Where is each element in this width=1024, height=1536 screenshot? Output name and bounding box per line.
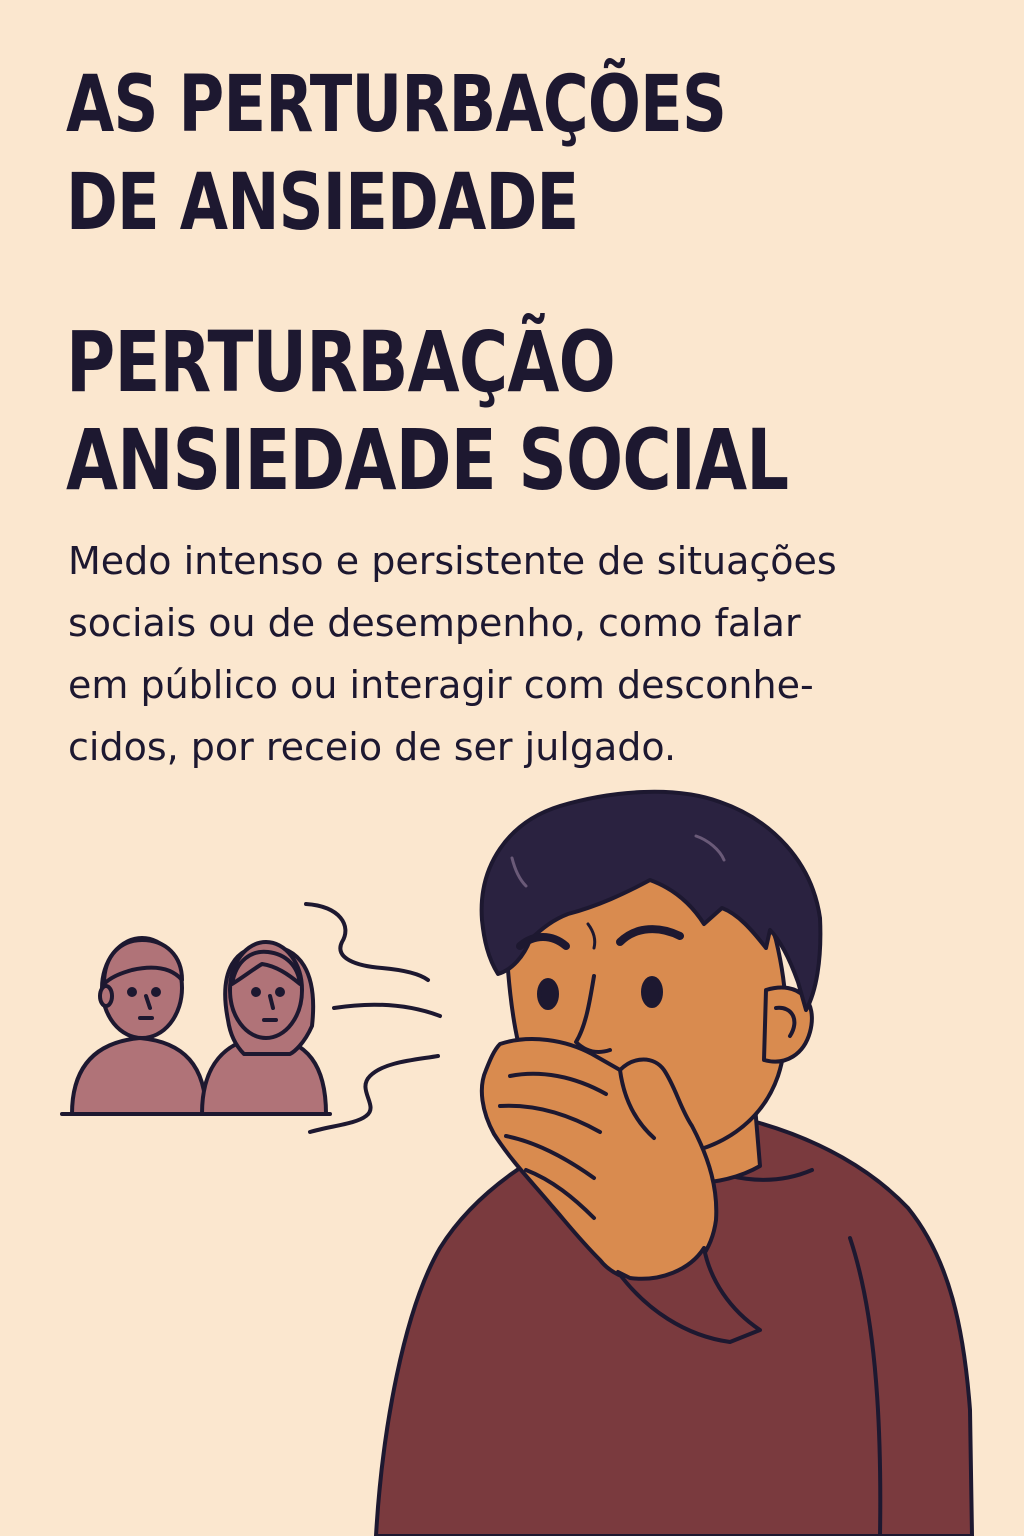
subtitle-line-1: PERTURBAÇÃO	[66, 313, 615, 411]
two-observers-icon	[62, 938, 330, 1114]
description-line-1: Medo intenso e persistente de situações	[68, 539, 837, 583]
subtitle-line-2: ANSIEDADE SOCIAL	[66, 411, 789, 509]
anxious-man-covering-mouth-icon	[376, 792, 972, 1536]
main-title-line-1: AS PERTURBAÇÕES	[66, 60, 727, 150]
main-title-line-2: DE ANSIEDADE	[66, 158, 579, 248]
description-paragraph	[68, 530, 968, 778]
description-line-2: sociais ou de desempenho, como falar	[68, 601, 801, 645]
social-anxiety-illustration	[0, 770, 1024, 1536]
description-line-3: em público ou interagir com desconhe-	[68, 663, 814, 707]
description-line-4: cidos, por receio de ser julgado.	[68, 725, 677, 769]
